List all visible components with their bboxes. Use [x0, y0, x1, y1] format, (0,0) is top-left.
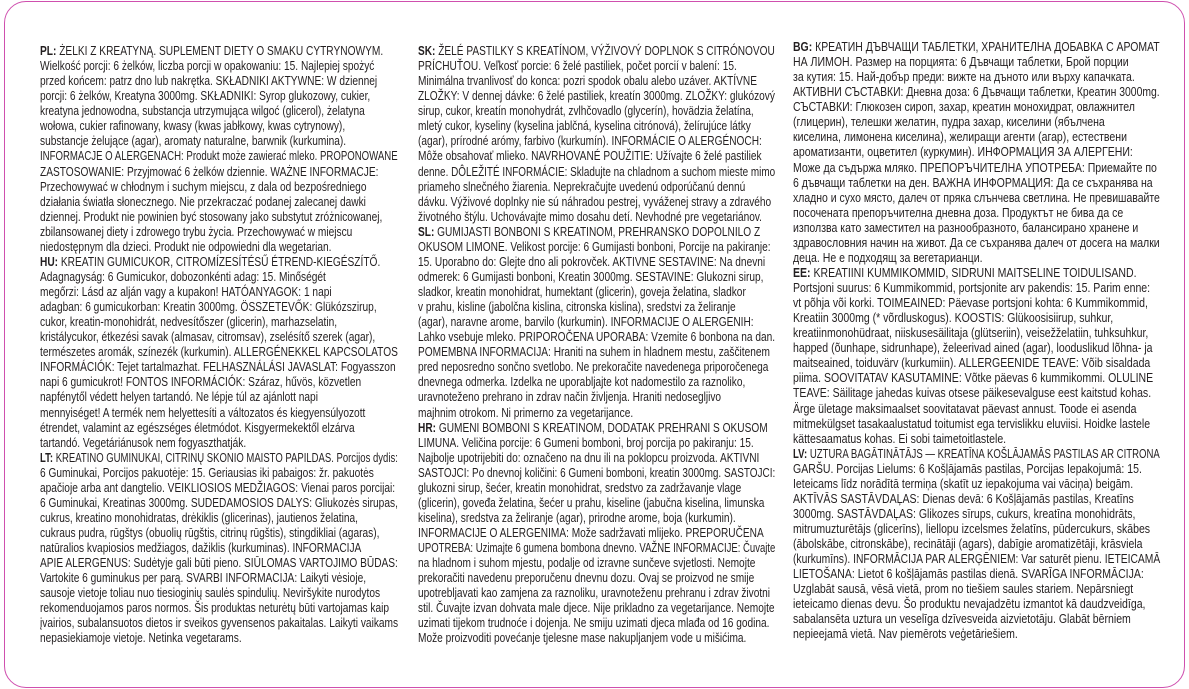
line-text: Ieteicams līdz norādītā termiņa (skatīt uz iepakojuma vai vāciņa) beigām. — [793, 475, 1134, 491]
text-line — [418, 585, 770, 600]
text-line — [418, 329, 775, 344]
text-line — [418, 73, 757, 88]
section-sl — [418, 224, 775, 420]
line-text: Przechowywać w chłodnym i suchym miejscu, z dala od bezpośredniego — [40, 178, 367, 194]
text-line — [793, 611, 1131, 626]
line-text: използва като заместител на разнообразното, балансирано хранене и — [793, 219, 1139, 235]
text-line — [793, 69, 1135, 84]
line-text: dnevnega odmerka. Izdelka ne uporabljajte kot nadomestilo za raznoliko, — [418, 374, 746, 390]
line-text: 6 Guminukai, Porcijos pakuotėje: 15. Geriausias iki pabaigos: žr. pakuotės — [40, 464, 374, 480]
line-text: НА ЛИМОН. Размер на порцията: 6 Дъвчащи таблетки, Брой порции — [793, 54, 1129, 70]
text-line — [40, 555, 398, 570]
text-line — [418, 118, 751, 133]
line-text: stil. Čuvajte izvan dohvata male djece. Nije prikladno za vegetarijance. Nemojte — [418, 600, 775, 616]
text-line — [40, 495, 398, 510]
text-line — [40, 359, 396, 374]
line-text: megőrzi: Lásd az alján vagy a kupakon! HATÓANYAGOK: 1 napi — [40, 284, 332, 299]
text-line — [793, 325, 1148, 340]
line-text: ZLOŽKY: V dennej dávke: 6 želé pastiliek, kreatín 3000mg. ZLOŽKY: glukózový — [418, 88, 775, 104]
line-text: 15. Uporabno do: Glejte dno ali pokrovček. AKTIVNE SESTAVINE: Na dnevni — [418, 253, 766, 269]
text-line — [418, 465, 775, 480]
line-text: nepasiekiamoje vietoje. Netinka vegetarams. — [40, 630, 242, 646]
line-text: prekoračiti navedenu preporučenu dnevnu dozu. Ovaj se proizvod ne smije — [418, 570, 755, 586]
section-lv — [793, 446, 1160, 642]
line-text: посочената препоръчителна дневна доза. Продуктът не бива да се — [793, 204, 1124, 220]
text-line — [40, 103, 365, 118]
line-text: majhnim otrokom. Ni primerno za vegetarijance. — [418, 404, 634, 420]
text-line — [418, 540, 775, 555]
line-text: pred neposredno sončno svetlobo. Ne prekoračite navedenega priporočenega — [418, 359, 769, 375]
language-code: HU: — [40, 253, 59, 269]
text-line — [40, 480, 395, 495]
line-text: KREATIINI KUMMIKOMMID, SIDRUNI MAITSELINE TOIDULISAND. — [813, 264, 1137, 280]
line-text: v prahu, kisline (jabolčna kislina, citronska kislina), sredstvi za želiranje — [418, 299, 736, 315]
text-line — [40, 254, 380, 269]
text-line — [793, 491, 1134, 506]
line-text: INFORMACIJE O ALERGENIMA: Može sadržavati mlijeko. PREPORUČENA — [418, 525, 764, 540]
line-text: ароматизанти, оцветител (куркумин). ИНФОРМАЦИЯ ЗА АЛЕРГЕНИ: — [793, 144, 1133, 160]
text-line — [793, 566, 1144, 581]
section-hu — [40, 254, 398, 450]
language-code: SK: — [418, 43, 436, 58]
text-line — [793, 521, 1150, 536]
line-text: KREATIN GUMICUKOR, CITROMÍZESÍTÉSŰ ÉTREND-KIEGÉSZÍTŐ. — [60, 253, 381, 269]
text-line — [793, 114, 1105, 129]
text-line — [793, 235, 1160, 250]
line-text: Ärge ületage maksimaalset soovitatavat päevast annust. Toode ei asenda — [793, 400, 1137, 416]
line-text: Wielkość porcji: 6 żelków, liczba porcji w opakowaniu: 15. Najlepiej spożyć — [40, 58, 375, 74]
text-line — [418, 133, 762, 148]
text-line — [418, 224, 760, 239]
text-line — [418, 480, 741, 495]
text-line — [793, 129, 1127, 144]
text-line — [418, 43, 775, 58]
text-line — [793, 250, 983, 265]
text-line — [793, 310, 1113, 325]
text-line — [40, 284, 332, 299]
line-text: upotrebljavati kao zamjena za raznoliku, uravnoteženu prehranu i zdrav životni — [418, 585, 771, 601]
language-code: EE: — [793, 264, 811, 280]
line-text: mitrumuzturētājs (glicerīns), liellopu izcelsmes želatīns, pūdercukurs, skābes — [793, 521, 1151, 536]
line-text: 3000mg. SASTĀVDAĻAS: Glikozes sīrups, cukurs, kreatīna monohidrāts, — [793, 505, 1136, 521]
section-pl — [40, 43, 398, 254]
text-line — [40, 73, 377, 88]
text-line — [418, 495, 764, 510]
text-line — [793, 385, 1151, 400]
line-text: 6 Guminukai, Kreatinas 3000mg. SUDEDAMOSIOS DALYS: Gliukozės sirupas, — [40, 494, 398, 510]
text-line — [418, 209, 762, 224]
line-text: kristálycukor, étkezési savak (almasav, citromsav), zselésítő szerek (agar), — [40, 329, 376, 345]
line-text: OKUSOM LIMONE. Velikost porcije: 6 Gumijasti bonboni, Porcije na pakiranje: — [418, 238, 771, 254]
text-line — [418, 555, 755, 570]
line-text: sausoje vietoje toliau nuo tiesioginių saulės spindulių. Neviršykite nurodytos — [40, 585, 381, 601]
text-line — [793, 536, 1143, 551]
text-line — [793, 416, 1150, 431]
text-line — [40, 540, 361, 555]
text-line — [40, 630, 242, 645]
line-text: kreatyna jednowodna, substancja utrzymująca wilgoć (glicerol), żelatyna — [40, 103, 365, 119]
text-line — [40, 344, 398, 359]
text-line — [418, 420, 768, 435]
line-text: napfénytől védett helyen tartandó. Ne lépje túl az ajánlott napi — [40, 389, 318, 405]
line-text: SASTOJCI: Po dnevnoj količini: 6 Gumeni bomboni, kreatin 3000mg. SASTOJCI: — [418, 464, 776, 480]
text-line — [418, 88, 775, 103]
line-text: maitseained, toiduvärv (kurkumiin). ALLERGEENIDE TEAVE: Võib sisaldada — [793, 355, 1151, 371]
line-text: na hladnom i suhom mjestu, podalje od izravne sunčeve svjetlosti. Nemojte — [418, 555, 756, 571]
line-text: LIETOŠANA: Lietot 6 košļājamās pastilas dienā. SVARĪGA INFORMĀCIJA: — [793, 566, 1144, 582]
line-text: happed (õunhape, sidrunhape), želeerivad ained (agar), looduslikud lõhna- ja — [793, 340, 1153, 356]
text-line — [40, 133, 346, 148]
text-line — [418, 103, 754, 118]
line-text: Vartokite 6 guminukus per parą. SVARBI INFORMACIJA: Laikyti vėsioje, — [40, 570, 367, 586]
line-text: КРЕАТИН ДЪВЧАЩИ ТАБЛЕТКИ, ХРАНИТЕЛНА ДОБАВКА С АРОМАТ — [815, 39, 1160, 54]
text-line — [793, 551, 1160, 566]
text-line — [40, 465, 374, 480]
text-line — [40, 209, 382, 224]
line-text: за кутия: 15. Най-добър преди: вижте на дъното или върху капачката. — [793, 69, 1135, 85]
line-text: Lahko vsebuje mleko. PRIPOROČENA UPORABA: Vzemite 6 bonbona na dan. — [418, 329, 776, 345]
line-text: KREATINO GUMINUKAI, CITRINŲ SKONIO MAISTO PAPILDAS. Porcijos dydis: — [55, 449, 398, 465]
text-line — [418, 239, 771, 254]
text-line — [418, 570, 754, 585]
line-text: sabalansēta uztura un veselīga dzīvesveida aizvietotāju. Glabāt bērniem — [793, 611, 1131, 627]
line-text: niedostępnym dla dzieci. Produkt nie odpowiedni dla wegetarian. — [40, 238, 332, 254]
text-line — [40, 314, 337, 329]
text-line — [793, 84, 1160, 99]
text-line — [793, 461, 1142, 476]
column-1 — [40, 43, 398, 646]
text-line — [418, 525, 764, 540]
text-line — [418, 600, 775, 615]
text-line — [793, 175, 1153, 190]
line-text: (глицерин), телешки желатин, пудра захар, киселини (ябълчена — [793, 114, 1105, 130]
text-line — [40, 88, 370, 103]
text-line — [40, 585, 380, 600]
text-line — [40, 179, 366, 194]
text-line — [40, 389, 318, 404]
line-text: Može proizvoditi povećanje tjelesne mase nakupljanjem vode u mišićima. — [418, 630, 747, 646]
line-text: ŽELÉ PASTILKY S KREATÍNOM, VÝŽIVOVÝ DOPLNOK S CITRÓNOVOU — [438, 43, 775, 58]
column-2 — [418, 43, 775, 646]
line-text: adagban: 6 gumicukorban: Kreatin 3000mg. ÖSSZETEVŐK: Glükózszirup, — [40, 299, 377, 315]
line-text: glukozni sirup, šećer, kreatin monohidrat, sredstvo za zadržavanje vlage — [418, 479, 742, 495]
line-text: sirup, cukor, kreatín monohydrát, zvlhčovadlo (glycerín), hovädzia želatína, — [418, 103, 754, 119]
text-line — [793, 626, 1018, 641]
line-text: APIE ALERGENUS: Sudėtyje gali būti pieno. SIŪLOMAS VARTOJIMO BŪDAS: — [40, 555, 398, 571]
text-line — [40, 118, 345, 133]
line-text: Minimálna trvanlivosť do konca: pozri spodok obalu alebo uzáver. AKTÍVNE — [418, 73, 757, 89]
line-text: TEAVE: Säilitage jahedas kuivas otsese päikesevalguse eest kaitstud kohas. — [793, 385, 1152, 401]
line-text: kättesaamatus kohas. Ei sobi taimetoitlastele. — [793, 430, 1007, 446]
text-line — [418, 299, 736, 314]
text-line — [418, 164, 775, 179]
text-line — [793, 431, 1006, 446]
line-text: természetes aromák, színezék (kurkumin). ALLERGÉNEKKEL KAPCSOLATOS — [40, 344, 398, 360]
text-line — [793, 476, 1133, 491]
line-text: rekomenduojamos paros normos. Šis produktas neturėtų būti vartojamas kaip — [40, 600, 390, 616]
text-line — [418, 254, 765, 269]
line-text: étrendet, valamint az egészséges életmódot. Kisgyermekektől elzárva — [40, 419, 355, 435]
line-text: (ābolskābe, citronskābe), recinātāji (agars), dabīgie aromatizētāji, krāsviela — [793, 536, 1143, 552]
text-line — [40, 329, 375, 344]
line-text: piima. SOOVITATAV KASUTAMINE: Võtke päevas 6 kummikommi. OLULINE — [793, 370, 1154, 386]
column-3 — [793, 39, 1160, 642]
line-text: mletý cukor, kyseliny (kyselina jablčná, kyselina citrónová), želírujúce látky — [418, 118, 751, 134]
text-line — [40, 405, 365, 420]
language-code: LV: — [793, 445, 808, 461]
text-line — [418, 58, 737, 73]
line-text: nepieejamā vietā. Nav piemērots veģetāriešiem. — [793, 626, 1018, 642]
line-text: kreatiinmonohüdraat, niiskusesäilitaja (glütseriin), veisežželatiin, tuhksuhkur, — [793, 325, 1149, 341]
line-text: LIMUNA. Veličina porcije: 6 Gumeni bomboni, broj porcija po pakiranju: 15. — [418, 434, 754, 450]
text-line — [40, 269, 326, 284]
line-text: Adagnagyság: 6 Gumicukor, dobozonkénti adag: 15. Minőségét — [40, 268, 326, 284]
language-code: SL: — [418, 223, 435, 239]
line-text: Kreatiin 3000mg (* võrdluskogus). KOOSTIS: Glükoosisiirup, suhkur, — [793, 310, 1114, 326]
text-line — [40, 43, 383, 58]
line-text: AKTĪVĀS SASTĀVDAĻAS: Dienas devā: 6 Košļājamās pastilas, Kreatīns — [793, 490, 1134, 506]
text-line — [793, 99, 1135, 114]
line-text: priameho slnečného žiarenia. Neprekračujte uvedenú odporúčanú dennú — [418, 178, 746, 194]
line-text: ZASTOSOWANIE: Przyjmować 6 żelków dziennie. WAŻNE INFORMACJE: — [40, 163, 379, 179]
line-text: хладно и сухо място, далеч от пряка слънчева светлина. Не превишавайте — [793, 189, 1160, 205]
line-text: denne. DÔLEŽITÉ INFORMÁCIE: Skladujte na chladnom a suchom mieste mimo — [418, 163, 776, 179]
text-line — [418, 435, 754, 450]
text-line — [418, 615, 769, 630]
text-line — [418, 450, 759, 465]
text-line — [793, 280, 1150, 295]
line-text: Najbolje upotrijebiti do: označeno na dnu ili na poklopcu proizvoda. AKTIVNI — [418, 449, 760, 465]
language-code: HR: — [418, 419, 437, 435]
text-line — [40, 420, 355, 435]
line-text: (agar), naravne arome, barvilo (kurkumin). INFORMACIJE O ALERGENIH: — [418, 314, 754, 330]
line-text: cukor, kreatin-monohidrát, nedvesítőszer (glicerin), marhazselatin, — [40, 314, 338, 330]
line-text: mitmekülgset tasakaalustatud toitumist ega tervislikku eluviisi. Hoidke lastele — [793, 415, 1151, 431]
line-text: GARŠU. Porcijas Lielums: 6 Košļājamās pastilas, Porcijas Iepakojumā: 15. — [793, 460, 1142, 476]
line-text: ŻELKI Z KREATYNĄ. SUPLEMENT DIETY O SMAKU CYTRYNOWYM. — [59, 43, 384, 58]
text-line — [793, 355, 1150, 370]
line-text: cukraus pudra, rūgštys (obuolių rūgštis, citrinų rūgštis), stingdikliai (agaras), — [40, 525, 380, 540]
line-text: деца. Не е подходящ за вегетарианци. — [793, 249, 983, 265]
line-text: UPOTREBA: Uzimajte 6 gumena bombona dnevno. VAŽNE INFORMACIJE: Čuvajte — [418, 540, 776, 556]
line-text: uravnoteženo prehrano in zdrav način življenja. Hraniti nedosegljivo — [418, 389, 722, 405]
text-line — [418, 344, 770, 359]
line-text: (agar), prírodné arómy, farbivo (kurkumín). INFORMÁCIE O ALERGÉNOCH: — [418, 133, 762, 149]
text-line — [793, 220, 1138, 235]
line-text: Uzglabāt sausā, vēsā vietā, prom no tiešiem saules stariem. Nepārsniegt — [793, 581, 1134, 597]
line-text: tartandó. Vegetáriánusok nem fogyaszthatják. — [40, 434, 247, 450]
text-line — [418, 510, 736, 525]
line-text: АКТИВНИ СЪСТАВКИ: Дневна доза: 6 Дъвчащи таблетки, Креатин 3000mg. — [793, 84, 1160, 100]
text-line — [793, 190, 1160, 205]
text-line — [418, 374, 745, 389]
line-text: uzimati tijekom trudnoće i dojenja. Ne smiju uzimati djeca mlađa od 16 godina. — [418, 615, 770, 631]
text-line — [40, 239, 332, 254]
language-code: LT: — [40, 449, 54, 465]
line-text: vt põhja või korki. TOIMEAINED: Päevase portsjoni kohta: 6 Kummikommid, — [793, 295, 1148, 311]
section-bg — [793, 39, 1160, 265]
text-line — [793, 401, 1137, 416]
line-text: POMEMBNA INFORMACIJA: Hraniti na suhem in hladnem mestu, zaščitenem — [418, 344, 770, 360]
line-text: przed końcem: patrz dno lub nakrętka. SKŁADNIKI AKTYWNE: W dziennej — [40, 73, 378, 89]
section-lt — [40, 450, 398, 646]
text-line — [418, 405, 633, 420]
text-line — [40, 510, 358, 525]
line-text: odmerek: 6 Gumijasti bonboni, Kreatin 3000mg. SESTAVINE: Glukozni sirup, — [418, 268, 764, 284]
text-line — [793, 205, 1123, 220]
line-text: ieteicamo dienas devu. Šo produktu nevajadzētu izmantot kā daudzveidīga, — [793, 596, 1146, 612]
text-line — [418, 148, 762, 163]
text-line — [40, 570, 366, 585]
text-line — [40, 600, 389, 615]
line-text: здравословния начин на живот. Да се съхранява далеч от досега на малки — [793, 234, 1160, 250]
line-text: porcji: 6 żelków, Kreatyna 3000mg. SKŁADNIKI: Syrop glukozowy, cukier, — [40, 88, 371, 104]
text-line — [40, 58, 374, 73]
text-line — [793, 370, 1153, 385]
line-text: natūralios kvapiosios medžiagos, dažiklis (kurkuminas). INFORMACIJA — [40, 540, 362, 556]
line-text: GUMIJASTI BONBONI S KREATINOM, PREHRANSKO DOPOLNILO Z — [437, 223, 761, 239]
line-text: СЪСТАВКИ: Глюкозен сироп, захар, креатин монохидрат, овлажнител — [793, 99, 1135, 115]
line-text: (kurkumīns). INFORMĀCIJA PAR ALERĢĒNIEM: Var saturēt pienu. IETEICAMĀ — [793, 551, 1161, 567]
line-text: apačioje arba ant dangtelio. VEIKLIOSIOS MEDŽIAGOS: Vienai paros porcijai: — [40, 479, 396, 495]
text-line — [40, 224, 352, 239]
text-line — [793, 160, 1157, 175]
line-text: napi 6 gumicukrot! FONTOS INFORMÁCIÓK: Száraz, hűvös, közvetlen — [40, 374, 362, 390]
text-line — [40, 148, 398, 163]
line-text: įvairios, subalansuotos dietos ir sveikos gyvensenos pakaitalas. Laikyti vaikams — [40, 615, 399, 631]
text-line — [40, 299, 377, 314]
line-text: cukrus, kreatino monohidratas, drėkiklis (glicerinas), jautienos želatina, — [40, 509, 358, 525]
text-line — [40, 450, 398, 465]
text-line — [793, 506, 1135, 521]
text-line — [418, 359, 768, 374]
text-line — [418, 179, 745, 194]
language-code: BG: — [793, 39, 813, 54]
line-text: Може да съдържа мляко. ПРЕПОРЪЧИТЕЛНА УПОТРЕБА: Приемайте по — [793, 159, 1157, 175]
line-text: sladkor, kreatin monohidrat, humektant (glicerin), goveja želatina, sladkor — [418, 284, 746, 299]
line-text: (glicerin), goveđa želatina, šećer u prahu, kiseline (jabučna kiselina, limunska — [418, 494, 765, 510]
line-text: mennyiséget! A termék nem helyettesíti a változatos és kiegyensúlyozott — [40, 404, 366, 420]
line-text: GUMENI BOMBONI S KREATINOM, DODATAK PREHRANI S OKUSOM — [438, 419, 768, 435]
line-text: INFORMACJE O ALERGENACH: Produkt może zawierać mleko. PROPONOWANE — [40, 148, 398, 164]
line-text: zbilansowanej diety i zdrowego trybu życia. Przechowywać w miejscu — [40, 223, 353, 239]
text-line — [40, 615, 398, 630]
line-text: wołowa, cukier rafinowany, kwasy (kwas jabłkowy, kwas cytrynowy), — [40, 118, 346, 134]
text-line — [418, 389, 721, 404]
section-hr — [418, 420, 775, 646]
line-text: PRÍCHUŤOU. Veľkosť porcie: 6 želé pastiliek, počet porcií v balení: 15. — [418, 58, 737, 74]
text-line — [40, 194, 366, 209]
text-line — [793, 54, 1129, 69]
text-line — [418, 194, 771, 209]
text-line — [793, 581, 1133, 596]
line-text: Môže obsahovať mlieko. NAVRHOVANÉ POUŽITIE: Užívajte 6 želé pastiliek — [418, 148, 762, 164]
text-line — [793, 340, 1153, 355]
line-text: Portsjoni suurus: 6 Kummikommid, portsjonite arv pakendis: 15. Parim enne: — [793, 280, 1151, 295]
line-text: киселина, лимонена киселина), желиращи агенти (агар), естествени — [793, 129, 1127, 145]
text-line — [40, 374, 361, 389]
line-text: kiselina), sredstva za želiranje (agar), prirodne arome, boja (kurkumin). — [418, 509, 736, 525]
line-text: UZTURA BAGĀTINĀTĀJS — KREATĪNA KOŠLĀJAMĀS PASTILAS AR CITRONA — [809, 445, 1160, 461]
text-line — [793, 39, 1160, 54]
section-ee — [793, 265, 1160, 446]
text-line — [793, 295, 1148, 310]
text-line — [793, 446, 1160, 461]
language-code: PL: — [40, 43, 57, 58]
line-text: substancje żelujące (agar), aromaty naturalne, barwnik (kurkumina). — [40, 133, 347, 149]
section-sk — [418, 43, 775, 224]
text-line — [793, 596, 1145, 611]
text-line — [418, 284, 746, 299]
text-line — [418, 630, 746, 645]
text-line — [793, 265, 1137, 280]
text-line — [40, 525, 379, 540]
line-text: životného štýlu. Uchovávajte mimo dosahu detí. Nevhodné pre vegetariánov. — [418, 208, 762, 224]
line-text: dziennej. Produkt nie powinien być stosowany jako substytut zróżnicowanej, — [40, 208, 383, 224]
text-line — [418, 269, 763, 284]
text-line — [40, 435, 246, 450]
text-line — [40, 164, 378, 179]
text-line — [418, 314, 754, 329]
line-text: działania światła słonecznego. Nie przekraczać podanej zalecanej dawki — [40, 193, 366, 209]
line-text: dávku. Výživové doplnky nie sú náhradou pestrej, vyváženej stravy a zdravého — [418, 193, 772, 209]
line-text: INFORMÁCIÓK: Tejet tartalmazhat. FELHASZNÁLÁSI JAVASLAT: Fogyasszon — [40, 359, 396, 375]
line-text: 6 дъвчащи таблетки на ден. ВАЖНА ИНФОРМАЦИЯ: Да се съхранява на — [793, 174, 1153, 190]
text-line — [793, 144, 1133, 159]
